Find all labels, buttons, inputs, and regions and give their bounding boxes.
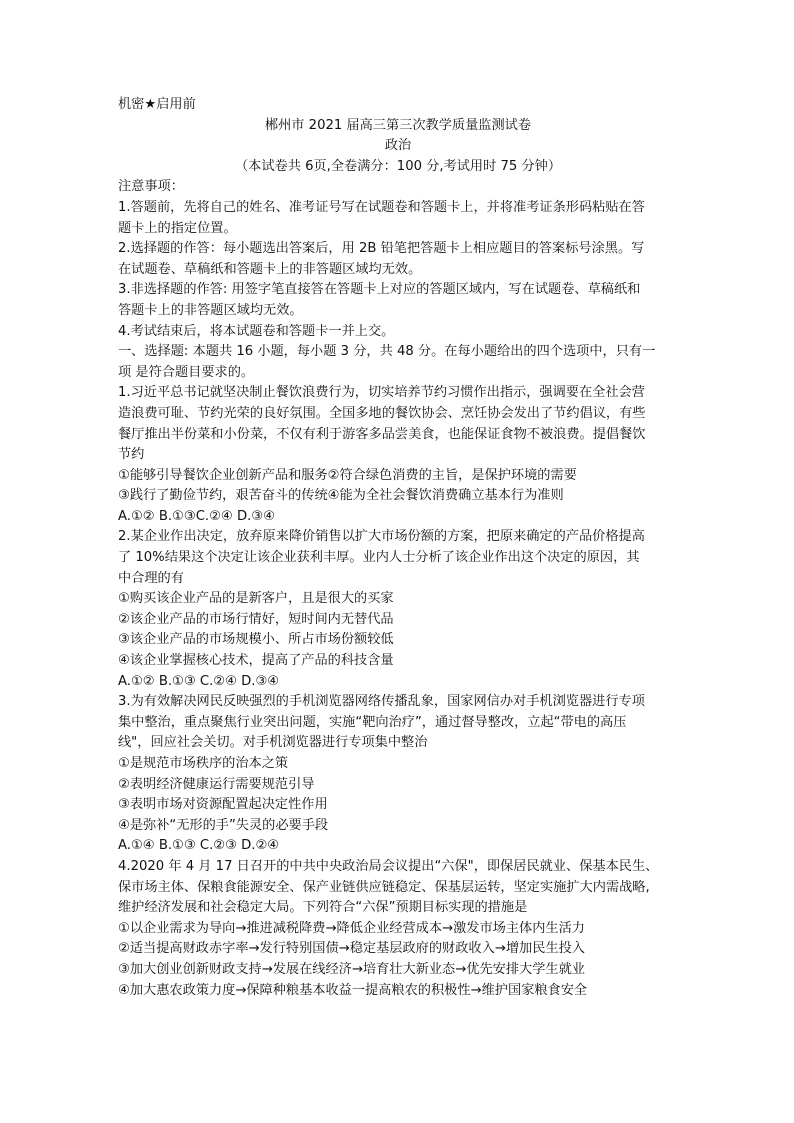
- question-2: [118, 527, 678, 692]
- question-line: 节约: [118, 447, 145, 463]
- question-option: ①购买该企业产品的是新客户，且是很大的买家: [118, 591, 394, 607]
- question-option: ②该企业产品的市场行情好，短时间内无替代品: [118, 611, 394, 627]
- secret-label: 机密★启用前: [118, 97, 196, 112]
- instruction-line: 4.考试结束后，将本试题卷和答题卡一并上交。: [118, 323, 395, 339]
- question-1: [118, 383, 678, 527]
- question-option: ②适当提高财政赤字率→发行特别国债→稳定基层政府的财政收入→增加民生投入: [118, 941, 585, 957]
- instruction-line: 题卡上的指定位置。: [118, 220, 237, 236]
- question-line: 1.习近平总书记就坚决制止餐饮浪费行为，切实培养节约习惯作出指示，强调要在全社会营: [118, 385, 645, 401]
- section-line: 项 是符合题目要求的。: [118, 364, 255, 380]
- answer-choices: A.①② B.①③C.②④ D.③④: [118, 508, 275, 524]
- instruction-line: 1.答题前，先将自己的姓名、准考证号写在试题卷和答题卡上，并将准考证条形码粘贴在答: [118, 199, 645, 215]
- exam-page: [118, 95, 678, 1001]
- question-line: 线"，回应社会关切。对手机浏览器进行专项集中整治: [118, 735, 428, 751]
- question-option: ①以企业需求为导向→推进减税降费→降低企业经营成本→激发市场主体内生活力: [118, 920, 585, 936]
- question-line: 3.为有效解决网民反映强烈的手机浏览器网络传播乱象，国家网信办对手机浏览器进行专项: [118, 694, 645, 710]
- question-option: ②表明经济健康运行需要规范引导: [118, 776, 315, 792]
- question-option: ④加大惠农政策力度→保障种粮基本收益一提高粮农的积极性→维护国家粮食安全: [118, 982, 588, 998]
- question-option: ①是规范市场秩序的治本之策: [118, 756, 289, 771]
- question-line: 造浪费可耻、节约光荣的良好氛围。全国多地的餐饮协会、烹饪协会发出了节约倡议，有些: [118, 405, 646, 421]
- question-4: [118, 857, 678, 1001]
- exam-title: 郴州市 2021 届高三第三次教学质量监测试卷: [264, 117, 532, 133]
- question-option: ④该企业掌握核心技术，提高了产品的科技含量: [118, 653, 394, 669]
- question-option: ③加大创业创新财政支持→发展在线经济→培育壮大新业态→优先安排大学生就业: [118, 961, 585, 977]
- instruction-line: 3.非选择题的作答: 用签字笔直接答在答题卡上对应的答题区域内，写在试题卷、草稿纸和: [118, 282, 641, 298]
- question-line: 2.某企业作出决定，放弃原来降价销售以扩大市场份额的方案，把原来确定的产品价格提高: [118, 529, 645, 545]
- question-option: ④是弥补“无形的手”失灵的必要手段: [118, 817, 329, 833]
- instruction-line: 在试题卷、草稿纸和答题卡上的非答题区域均无效。: [118, 261, 422, 277]
- subject-title: 政治: [384, 138, 412, 154]
- question-line: 保市场主体、保粮食能源安全、保产业链供应链稳定、保基层运转，坚定实施扩大内需战略,: [118, 879, 650, 895]
- question-option: ①能够引导餐饮企业创新产品和服务②符合绿色消费的主旨，是保护环境的需要: [118, 467, 577, 483]
- question-line: 了 10%结果这个决定让该企业获利丰厚。业内人士分析了该企业作出这个决定的原因，其: [118, 550, 640, 566]
- question-line: 集中整治，重点聚焦行业突出问题，实施“靶向治疗”，通过督导整改，立起“带电的高压: [118, 714, 627, 730]
- section-1-header: [118, 342, 678, 383]
- question-line: 餐厅推出半份菜和小份菜，不仅有利于游客多品尝美食，也能保证食物不被浪费。提倡餐饮: [118, 426, 646, 442]
- answer-choices: A.①④ B.①③ C.②③ D.②④: [118, 838, 280, 854]
- question-line: 中合理的有: [118, 570, 184, 586]
- question-line: 维护经济发展和社会稳定大局。下列符合“六保”预期目标实现的措施是: [118, 900, 528, 916]
- question-line: 4.2020 年 4 月 17 日召开的中共中央政治局会议提出“六保"，即保居民就业、保基本民生、: [118, 858, 659, 874]
- instruction-line: 答题卡上的非答题区域均无效。: [118, 302, 303, 318]
- question-option: ③表明市场对资源配置起决定性作用: [118, 797, 328, 813]
- instruction-line: 2.选择题的作答：每小题选出答案后，用 2B 铅笔把答题卡上相应题目的答案标号涂黑。写: [118, 241, 645, 257]
- instructions-heading: 注意事项：: [118, 179, 184, 195]
- answer-choices: A.①② B.①③ C.②④ D.③④: [118, 673, 280, 689]
- question-option: ③该企业产品的市场规模小、所占市场份额较低: [118, 632, 394, 648]
- section-line: 一、选择题: 本题共 16 小题，每小题 3 分，共 48 分。在每小题给出的四个选项中，只有一: [118, 344, 656, 360]
- instructions: [118, 177, 678, 342]
- question-option: ③践行了勤俭节约，艰苦奋斗的传统④能为全社会餐饮消费确立基本行为准则: [118, 488, 564, 504]
- question-3: [118, 692, 678, 857]
- exam-note: （本试卷共 6页,全卷满分：100 分,考试用时 75 分钟）: [234, 158, 562, 174]
